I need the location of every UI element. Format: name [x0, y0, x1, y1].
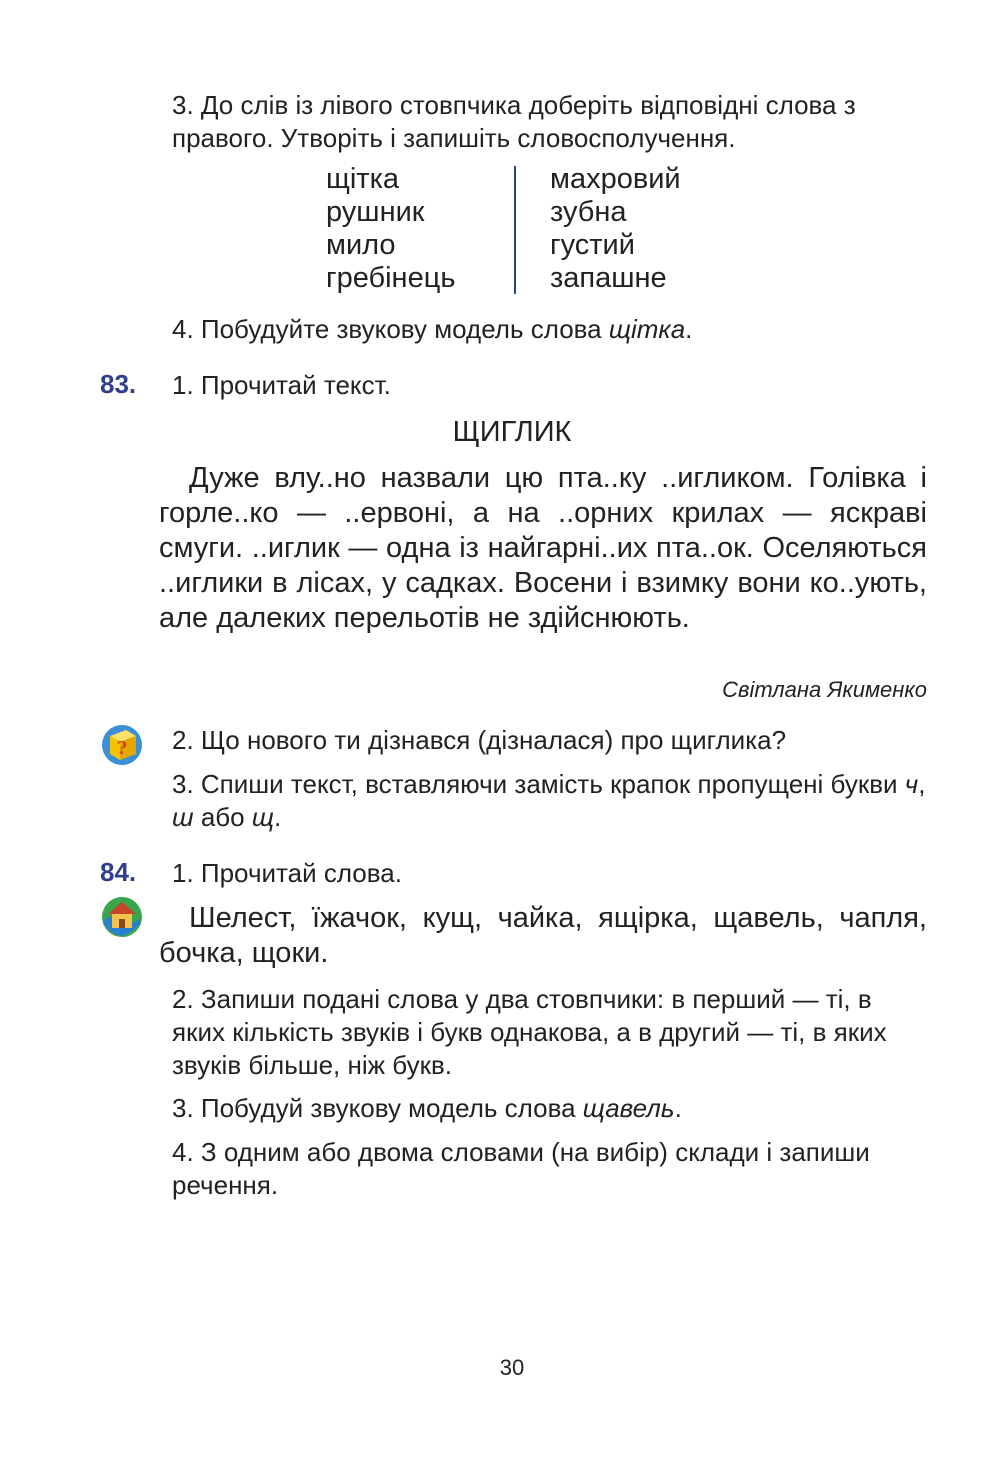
- left-word-column: [326, 163, 455, 295]
- house-globe-icon: [100, 894, 144, 938]
- exercise-number-83: 83.: [100, 369, 137, 399]
- task-text: 4. Побудуйте звукову модель слова: [172, 314, 609, 344]
- reading-paragraph: Дуже влу..но назвали цю пта..ку ..игликом. Голівка і горле..ко — ..ервоні, а на ..орних крилах — яскраві смуги. ..иглик — одна із найгарні..их пта..ок. Оселяються ..иглики в лісах, у садках. Восени і взимку вони ко..ують, але далеких перельотів не здійснюють.: [159, 462, 927, 634]
- left-word: мило: [326, 229, 396, 261]
- ex83-task2: 2. Що нового ти дізнався (дізналася) про щиглика?: [172, 725, 787, 755]
- left-word: гребінець: [326, 262, 456, 294]
- right-word: запашне: [550, 262, 667, 294]
- ex82-task4: [172, 313, 692, 346]
- italic-letter: ч: [904, 769, 919, 799]
- question-cube-icon: [100, 722, 144, 766]
- right-word: махровий: [550, 163, 681, 195]
- ex84-task4: 4. З одним або двома словами (на вибір) склади і запиши речення.: [172, 1137, 870, 1200]
- text-author: Світлана Якименко: [722, 677, 927, 702]
- task-text: .: [685, 314, 693, 344]
- ex84-task2: 2. Запиши подані слова у два стовпчики: в перший — ті, в яких кількість звуків і букв однакова, а в другий — ті, в яких звуків більше, ніж букв.: [172, 984, 887, 1080]
- right-word: густий: [550, 229, 635, 261]
- ex83-task3: [172, 768, 929, 834]
- left-word: рушник: [326, 196, 425, 228]
- svg-text:?: ?: [116, 738, 128, 759]
- column-divider: [514, 166, 516, 294]
- exercise-number-84: 84.: [100, 857, 137, 887]
- word-list: [159, 901, 927, 971]
- ex82-task3: 3. До слів із лівого стовпчика доберіть відповідні слова з правого. Утворіть і запишіть словосполучення.: [172, 90, 856, 153]
- task-text: .: [274, 802, 282, 832]
- left-word: щітка: [326, 163, 400, 195]
- italic-letter: щ: [251, 802, 274, 832]
- ex84-task1: 1. Прочитай слова.: [172, 858, 402, 888]
- right-word: зубна: [550, 196, 627, 228]
- page-number: 30: [499, 1355, 525, 1380]
- ex84-task3: [172, 1092, 682, 1125]
- right-word-column: [550, 163, 681, 295]
- reading-text: [159, 461, 927, 636]
- italic-word: щавель: [582, 1093, 675, 1123]
- italic-letter: ш: [172, 802, 194, 832]
- task-text: ,: [918, 769, 926, 799]
- task-text: 3. Побудуй звукову модель слова: [172, 1093, 583, 1123]
- word-list-paragraph: Шелест, їжачок, кущ, чайка, ящірка, щавель, чапля, бочка, щоки.: [159, 902, 927, 969]
- italic-word: щітка: [608, 314, 686, 344]
- task-text: або: [193, 802, 252, 832]
- task-text: 3. Спиши текст, вставляючи замість крапок пропущені букви: [172, 769, 905, 799]
- task-text: .: [674, 1093, 682, 1123]
- ex83-task1: 1. Прочитай текст.: [172, 370, 391, 400]
- text-title: ЩИГЛИК: [452, 416, 572, 448]
